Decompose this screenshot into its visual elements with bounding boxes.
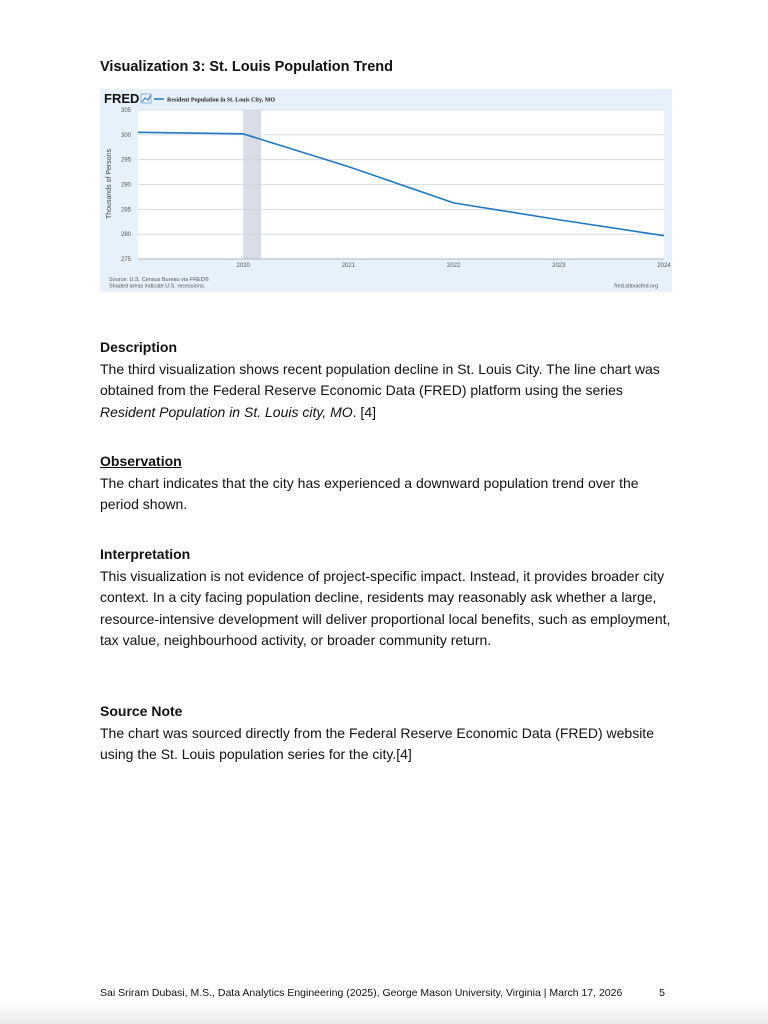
source-note-text: The chart was sourced directly from the Federal Reserve Economic Data (FRED) website using the St. Louis population series for the city.[4] [100, 724, 654, 762]
fred-logo-icon [141, 94, 151, 103]
source-note-heading: Source Note [100, 703, 183, 719]
y-axis-label: Thousands of Persons [106, 148, 113, 220]
x-tick-label: 2022 [446, 263, 461, 269]
y-tick-label: 290 [120, 182, 131, 189]
series-name: Resident Population in St. Louis city, MO [100, 403, 353, 420]
y-tick-label: 295 [120, 157, 131, 164]
page-footer [100, 987, 665, 999]
fred-logo: FRED [104, 91, 140, 106]
page-number: 5 [659, 987, 665, 999]
description-heading: Description [100, 339, 178, 355]
x-tick-label: 2024 [657, 263, 671, 269]
chart-site: fred.stlouisfed.org [614, 283, 658, 290]
chart-source: Source: U.S. Census Bureau via FRED® [109, 277, 209, 283]
description-text-part: The third visualization shows recent population decline in St. Louis City. The line chart was obtained from the Federal Reserve Economic Data (FRED) platform using the series [100, 360, 660, 398]
observation-heading: Observation [100, 453, 182, 469]
y-tick-label: 300 [120, 132, 131, 139]
legend-label: Resident Population in St. Louis City, MO [167, 97, 276, 104]
line-chart [100, 89, 672, 292]
description-section [100, 337, 680, 423]
y-tick-label: 285 [120, 207, 131, 214]
x-tick-label: 2023 [552, 263, 566, 269]
fred-chart [100, 89, 672, 292]
y-tick-label: 275 [120, 257, 131, 263]
visualization-heading: Visualization 3: St. Louis Population Trend [100, 59, 393, 75]
x-tick-label: 2020 [236, 263, 250, 269]
y-tick-label: 280 [120, 232, 131, 239]
x-tick-label: 2021 [341, 263, 356, 269]
description-citation: . [4] [352, 403, 377, 420]
interpretation-text: This visualization is not evidence of project-specific impact. Instead, it provides broader city context. In a city facing population decline, residents may reasonably ask whether a large, resource-intensive development will deliver proportional local benefits, such as employment, tax value, neighbourhood activity, or broader community return. [100, 567, 671, 648]
footer-author-line: Sai Sriram Dubasi, M.S., Data Analytics Engineering (2025), George Mason University, Virginia | March 17, 2026 [100, 987, 623, 999]
interpretation-section [100, 544, 680, 652]
description-text [100, 359, 680, 424]
page-bottom-shade [0, 1002, 768, 1024]
observation-section [100, 451, 680, 516]
y-tick-label: 305 [120, 108, 131, 114]
observation-text: The chart indicates that the city has experienced a downward population trend over the period shown. [100, 474, 639, 512]
source-note-section [100, 701, 680, 766]
chart-recession-note: Shaded areas indicate U.S. recessions. [109, 283, 206, 290]
interpretation-heading: Interpretation [100, 546, 191, 562]
